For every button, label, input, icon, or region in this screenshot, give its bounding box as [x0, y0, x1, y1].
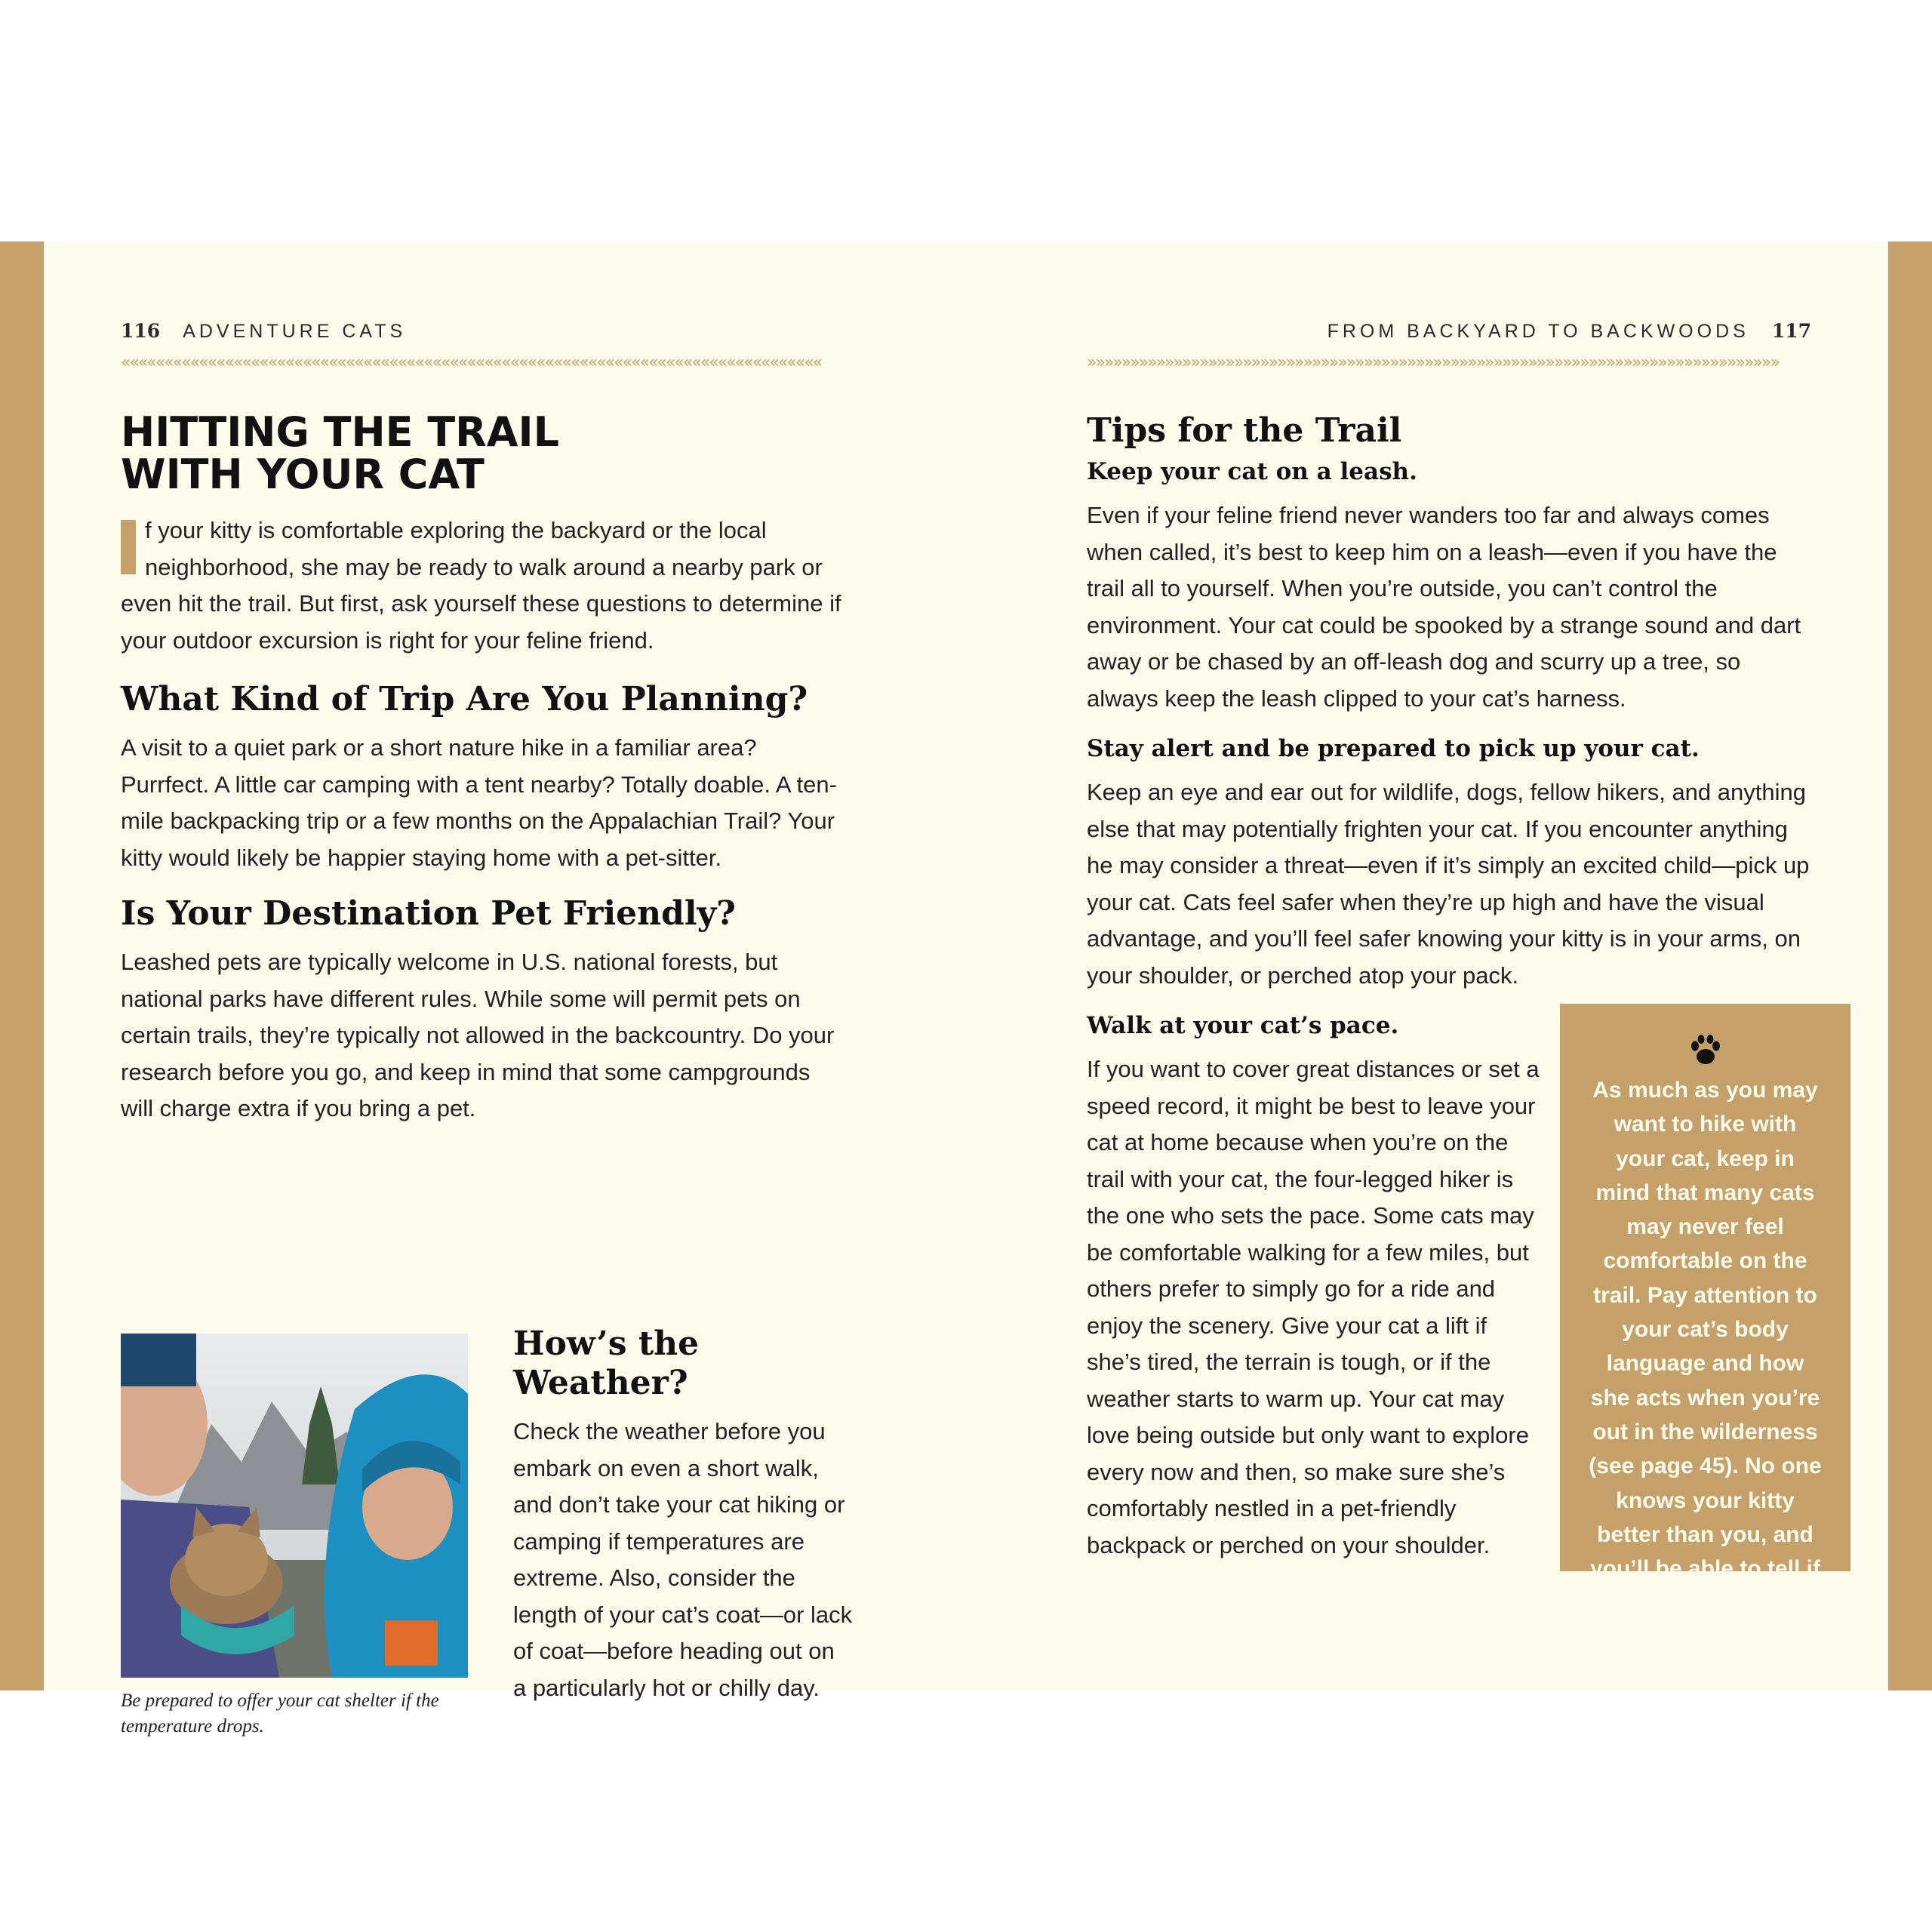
right-arrow-rule: »»»»»»»»»»»»»»»»»»»»»»»»»»»»»»»»»»»»»»»»»»»»»»»»»»»»»»»»»»»»»»»»»»»»»»»»»»»»»»»» — [1087, 355, 1779, 371]
intro-paragraph — [121, 512, 845, 659]
right-running-title: FROM BACKYARD TO BACKWOODS — [1327, 321, 1749, 342]
chapter-title — [121, 408, 845, 498]
chapter-title-line1: HITTING THE TRAIL — [121, 408, 560, 456]
left-page-edge — [0, 242, 44, 1690]
hikers-with-cat-photo — [121, 1334, 468, 1678]
page-number-left: 116 — [121, 320, 161, 342]
right-page-edge — [1888, 242, 1932, 1690]
left-running-head — [121, 320, 406, 343]
weather-heading-line2: Weather? — [513, 1364, 688, 1402]
book-spread — [0, 242, 1932, 1737]
page-number-right: 117 — [1771, 320, 1811, 342]
section-body-trip: A visit to a quiet park or a short nature hike in a familiar area? Purrfect. A little car camping with a tent nearby? Totally doable. A ten-mile backpacking trip or a few months on the Appalachian Trail? Your kitty would likely be happier staying home with a pet-sitter. — [121, 734, 837, 871]
right-running-head — [1327, 320, 1811, 343]
left-arrow-rule: ««««««««««««««««««««««««««««««««««««««««««««««««««««««««««««««««««««««««««««««««« — [121, 355, 822, 371]
photo-with-caption — [121, 1334, 468, 1740]
tip-title-pace: Walk at your cat’s pace. — [1087, 1012, 1399, 1039]
weather-heading — [513, 1324, 853, 1403]
photo-caption: Be prepared to offer your cat shelter if the temperature drops. — [121, 1690, 439, 1737]
section-heading-trip: What Kind of Trip Are You Planning? — [121, 680, 808, 718]
chapter-title-line2: WITH YOUR CAT — [121, 451, 485, 498]
left-running-title: ADVENTURE CATS — [183, 321, 407, 342]
sidebar-text: As much as you may want to hike with your cat, keep in mind that many cats may never feel comfortable on the trail. Pay attention to your cat’s body language and how she acts when you’re out in the wilderness (see page 45). No one knows your kitty better than you, and you’ll be able to tell if hiking simply isn’t right for your cat. — [1589, 1078, 1822, 1650]
tips-heading: Tips for the Trail — [1087, 411, 1402, 450]
tip-title-alert: Stay alert and be prepared to pick up your cat. — [1087, 735, 1700, 762]
weather-section — [513, 1324, 853, 1706]
section-body-destination: Leashed pets are typically welcome in U.S. national forests, but national parks have different rules. While some will permit pets on certain trails, they’re typically not allowed in the backcountry. Do your research before you go, and keep in mind that some campgrounds will charge extra if you bring a pet. — [121, 949, 835, 1121]
weather-heading-line1: How’s the — [513, 1324, 700, 1363]
intro-text: f your kitty is comfortable exploring the backyard or the local neighborhood, she may be ready to walk around a nearby park or even hit the trail. But first, ask yourself these questions to determine if your outdoor excursion is right for your feline friend. — [121, 517, 841, 654]
tip-body-alert: Keep an eye and ear out for wildlife, dogs, fellow hikers, and anything else that may potentially frighten your cat. If you encounter anything he may consider a threat—even if it’s simply an excited child—pick up your cat. Cats feel safer when they’re up high and have the visual advantage, and you’ll feel safer knowing your kitty is in your arms, on your shoulder, or perched atop your pack. — [1087, 779, 1810, 989]
section-heading-destination: Is Your Destination Pet Friendly? — [121, 894, 736, 933]
tip-body-pace: If you want to cover great distances or set a speed record, it might be best to leave your cat at home because when you’re on the trail with your cat, the four-legged hiker is the one who sets the pace. Some cats may be comfortable walking for a few miles, but others prefer to simply go for a ride and enjoy the scenery. Give your cat a lift if she’s tired, the terrain is tough, or if the weather starts to warm up. Your cat may love being outside but only want to explore every now and then, so make sure she’s comfortably nestled in a pet-friendly backpack or perched on your shoulder. — [1087, 1056, 1540, 1558]
left-page-content — [121, 408, 853, 1737]
weather-body: Check the weather before you embark on even a short walk, and don’t take your cat hiking or camping if temperatures are extreme. Also, consider the length of your cat’s coat—or lack of coat—before heading out on a particularly hot or chilly day. — [513, 1418, 853, 1701]
drop-cap-bar — [121, 520, 136, 574]
sidebar-callout — [1560, 1004, 1850, 1650]
tip-title-leash: Keep your cat on a leash. — [1087, 458, 1417, 485]
paw-print-icon — [1688, 1034, 1723, 1066]
tip-body-leash: Even if your feline friend never wanders too far and always comes when called, it’s best to keep him on a leash—even if you have the trail all to yourself. When you’re outside, you can’t control the environment. Your cat could be spooked by a strange sound and dart away or be chased by an off-leash dog and scurry up a tree, so always keep the leash clipped to your cat’s harness. — [1087, 502, 1801, 712]
